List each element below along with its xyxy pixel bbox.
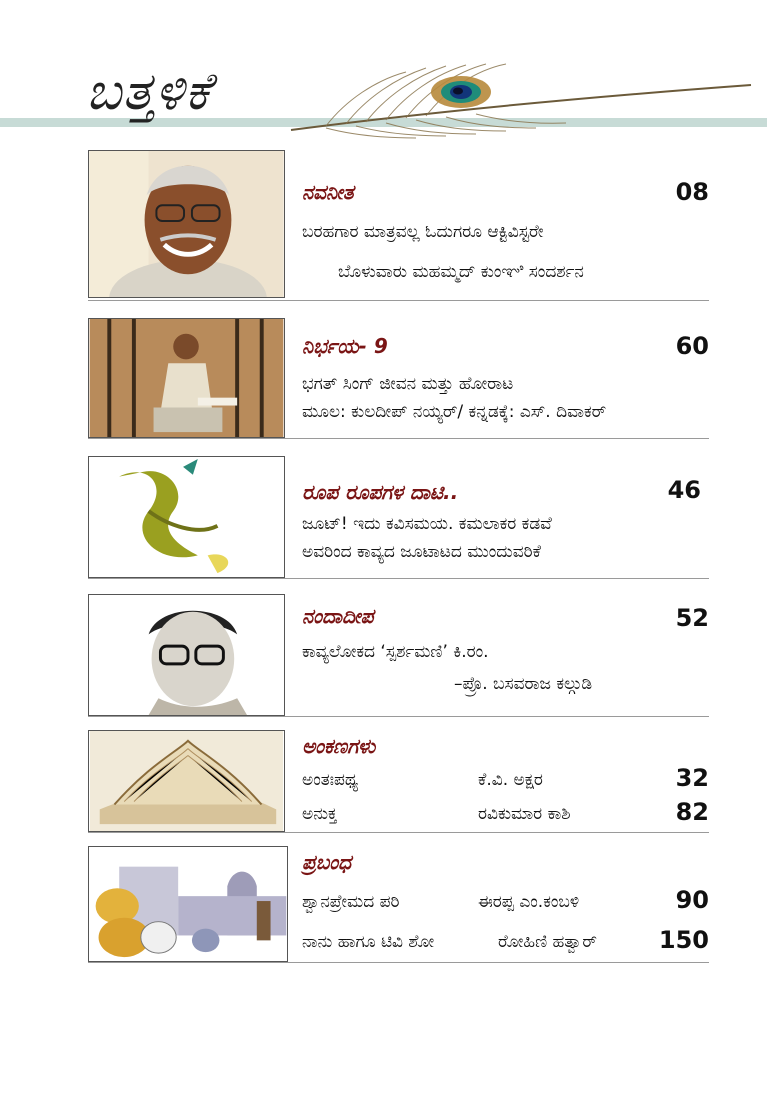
essay-title: ನಾನು ಹಾಗೂ ಟಿವಿ ಶೋ bbox=[302, 932, 435, 952]
page-number: 82 bbox=[675, 798, 709, 826]
masthead-title: ಬತ್ತಳಿಕೆ bbox=[86, 62, 212, 122]
page-number: 32 bbox=[675, 764, 709, 792]
category-title: ನಿರ್ಭಯ- 9 bbox=[302, 334, 388, 358]
entry-subtitle: ಅವರಿಂದ ಕಾವ್ಯದ ಜೂಟಾಟದ ಮುಂದುವರಿಕೆ bbox=[302, 542, 541, 562]
entry-title: ಜೂಟ್! ಇದು ಕವಿಸಮಯ. ಕಮಲಾಕರ ಕಡವೆ bbox=[302, 514, 552, 534]
toc-entry-nandadeepa[interactable] bbox=[88, 594, 709, 717]
dogs-and-street-illustration bbox=[88, 846, 288, 962]
toc-entry-navaneeta[interactable] bbox=[88, 150, 709, 301]
page-number: 52 bbox=[675, 604, 709, 632]
entry-title: ಬರಹಗಾರ ಮಾತ್ರವಲ್ಲ ಓದುಗರೂ ಆಕ್ಟಿವಿಸ್ಟರೇ bbox=[302, 222, 544, 242]
entry-title: ಭಗತ್ ಸಿಂಗ್ ಜೀವನ ಮತ್ತು ಹೋರಾಟ bbox=[302, 374, 514, 394]
category-title: ರೂಪ ರೂಪಗಳ ದಾಟಿ.. bbox=[302, 480, 459, 504]
abstract-figure-illustration bbox=[88, 456, 285, 578]
entry-subtitle: –ಪ್ರೊ. ಬಸವರಾಜ ಕಲ್ಗುಡಿ bbox=[454, 674, 593, 694]
bhagat-singh-illustration bbox=[88, 318, 285, 438]
essay-author: ರೋಹಿಣಿ ಹತ್ವಾರ್ bbox=[498, 932, 597, 952]
category-title: ಪ್ರಬಂಧ bbox=[302, 850, 352, 874]
toc-entry-nirbhaya[interactable] bbox=[88, 318, 709, 439]
header bbox=[0, 0, 767, 150]
category-title: ನಂದಾದೀಪ bbox=[302, 604, 374, 628]
toc-entry-ankanagalu[interactable] bbox=[88, 730, 709, 833]
essay-author: ಈರಪ್ಪ ಎಂ.ಕಂಬಳಿ bbox=[478, 892, 580, 912]
column-author: ಕೆ.ವಿ. ಅಕ್ಷರ bbox=[478, 770, 543, 790]
page-number: 46 bbox=[667, 476, 701, 504]
peacock-feather-icon bbox=[286, 60, 756, 140]
essay-title: ಶ್ವಾನಪ್ರೇಮದ ಪರಿ bbox=[302, 892, 400, 912]
toc-entry-roopa[interactable] bbox=[88, 456, 709, 579]
column-title: ಅನುಕ್ತ bbox=[302, 804, 338, 824]
column-author: ರವಿಕುಮಾರ ಕಾಶಿ bbox=[478, 804, 571, 824]
page-number: 60 bbox=[675, 332, 709, 360]
page-number: 90 bbox=[675, 886, 709, 914]
portrait-sketch-image bbox=[88, 594, 285, 716]
entry-subtitle: ಮೂಲ: ಕುಲದೀಪ್ ನಯ್ಯರ್/ ಕನ್ನಡಕ್ಕೆ: ಎಸ್. ದಿವಾಕರ್ bbox=[302, 402, 607, 422]
page-number: 08 bbox=[675, 178, 709, 206]
toc-entry-prabandha[interactable] bbox=[88, 846, 709, 963]
open-book-image bbox=[88, 730, 285, 832]
portrait-image bbox=[88, 150, 285, 298]
entry-subtitle: ಬೊಳುವಾರು ಮಹಮ್ಮದ್ ಕುಂಞಿ ಸಂದರ್ಶನ bbox=[338, 262, 584, 282]
category-title: ನವನೀತ bbox=[302, 180, 354, 204]
page-number: 150 bbox=[658, 926, 709, 954]
column-title: ಅಂತಃಪಥ್ಯ bbox=[302, 770, 359, 790]
entry-title: ಕಾವ್ಯಲೋಕದ ‘ಸ್ಪರ್ಶಮಣಿ’ ಕಿ.ರಂ. bbox=[302, 642, 489, 662]
category-title: ಅಂಕಣಗಳು bbox=[302, 734, 376, 758]
